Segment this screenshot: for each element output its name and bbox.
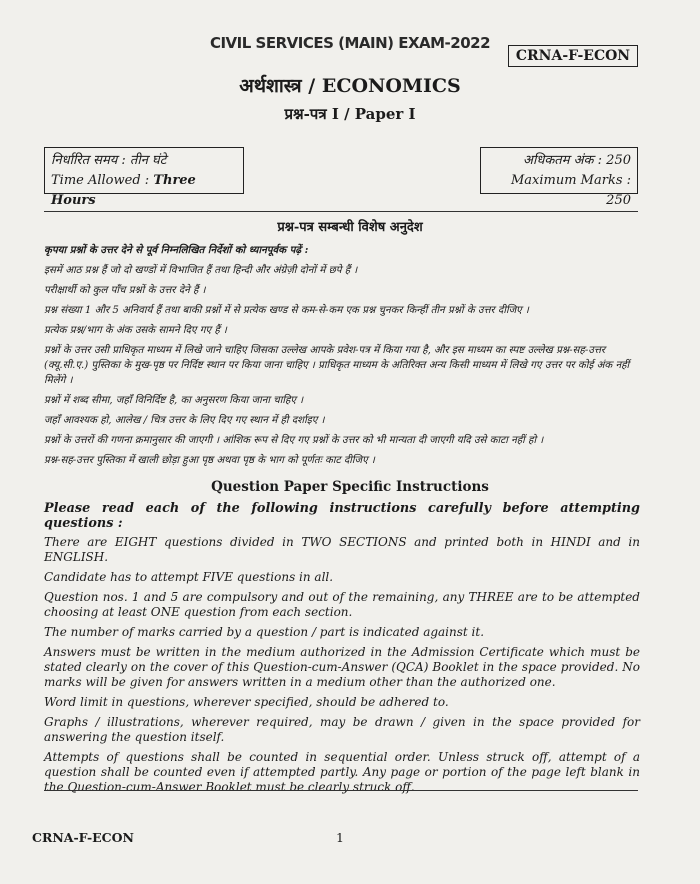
maximum-marks-box (480, 147, 638, 208)
english-instruction: Question nos. 1 and 5 are compulsory and out of the remaining, any THREE are to be attempted choosing at least ONE question from each section. (44, 590, 640, 619)
english-instructions (44, 501, 640, 800)
subject-title: अर्थशास्त्र / ECONOMICS (239, 75, 461, 97)
time-allowed-value: Three Hours (51, 173, 196, 208)
hindi-instruction: प्रश्नों के उत्तरों की गणना क्रमानुसार की जाएगी । आंशिक रूप से दिए गए प्रश्नों के उत्तर को भी मान्यता दी जाएगी यदि उसे काटा नहीं हो । (44, 435, 544, 446)
maximum-marks-hindi: अधिकतम अंक : 250 (523, 153, 631, 168)
english-instruction: Word limit in questions, wherever specified, should be adhered to. (44, 695, 449, 709)
english-instruction: There are EIGHT questions divided in TWO SECTIONS and printed both in HINDI and in ENGLISH. (44, 535, 640, 564)
paper-name: प्रश्न-पत्र I / Paper I (284, 105, 416, 123)
hindi-instruction: प्रश्न संख्या 1 और 5 अनिवार्य हैं तथा बाकी प्रश्नों में से प्रत्येक खण्ड से कम-से-कम एक प्रश्न चुनकर किन्हीं तीन प्रश्नों के उत्तर दीजिए । (44, 305, 529, 316)
hindi-instructions (44, 243, 642, 473)
time-allowed-box (44, 147, 244, 208)
hindi-instruction: जहाँ आवश्यक हो, आलेख / चित्र उत्तर के लिए दिए गए स्थान में ही दर्शाइए । (44, 415, 325, 426)
english-instructions-heading: Question Paper Specific Instructions (211, 479, 489, 495)
hindi-instruction: प्रत्येक प्रश्न/भाग के अंक उसके सामने दिए गए हैं । (44, 325, 227, 336)
exam-title: CIVIL SERVICES (MAIN) EXAM-2022 (209, 34, 491, 52)
maximum-marks-english: Maximum Marks : 250 (510, 173, 631, 208)
paper-code-badge: CRNA-F-ECON (508, 45, 638, 67)
hindi-instruction: इसमें आठ प्रश्न हैं जो दो खण्डों में विभाजित हैं तथा हिन्दी और अंग्रेज़ी दोनों में छपे हैं । (44, 265, 358, 276)
hindi-instruction: कृपया प्रश्नों के उत्तर देने से पूर्व निम्नलिखित निर्देशों को ध्यानपूर्वक पढ़ें : (44, 244, 309, 256)
time-allowed-hindi: निर्धारित समय : तीन घंटे (51, 153, 167, 168)
hindi-instructions-heading: प्रश्न-पत्र सम्बन्धी विशेष अनुदेश (277, 220, 423, 235)
english-instruction: Candidate has to attempt FIVE questions in all. (44, 570, 334, 584)
english-instruction: The number of marks carried by a question / part is indicated against it. (44, 625, 485, 639)
english-instruction: Answers must be written in the medium authorized in the Admission Certificate which must be stated clearly on the cover of this Question-cum-Answer (QCA) Booklet in the space provided. No marks will be given for answers written in a medium other than the authorized one. (44, 645, 640, 689)
hindi-instruction: प्रश्न-सह-उत्तर पुस्तिका में खाली छोड़ा हुआ पृष्ठ अथवा पृष्ठ के भाग को पूर्णतः काट दीजिए । (44, 455, 375, 466)
hindi-instruction: परीक्षार्थी को कुल पाँच प्रश्नों के उत्तर देने हैं । (44, 285, 206, 296)
hindi-instruction: प्रश्नों में शब्द सीमा, जहाँ विनिर्दिष्ट है, का अनुसरण किया जाना चाहिए । (44, 395, 304, 406)
english-instruction: Attempts of questions shall be counted in sequential order. Unless struck off, attempt of a question shall be counted even if attempted partly. Any page or portion of the page left blank in the Question-cum-Answer Booklet must be clearly struck off. (44, 750, 640, 794)
time-allowed-english (51, 171, 237, 211)
top-divider (44, 211, 638, 212)
english-instruction: Graphs / illustrations, wherever required, may be drawn / given in the space provided for answering the question itself. (44, 715, 640, 744)
time-allowed-label: Time Allowed : (51, 173, 154, 188)
bottom-divider (44, 790, 638, 791)
page-number: 1 (336, 830, 344, 845)
footer-paper-code: CRNA-F-ECON (32, 830, 134, 845)
english-instructions-lead: Please read each of the following instructions carefully before attempting questions : (44, 501, 640, 531)
hindi-instruction: प्रश्नों के उत्तर उसी प्राधिकृत माध्यम में लिखे जाने चाहिए जिसका उल्लेख आपके प्रवेश-पत्र में किया गया है, और इस माध्यम का स्पष्ट उल्लेख प्रश्न-सह-उत्तर (क्यू.सी.ए.) पुस्तिका के मुख-पृष्ठ पर निर्दिष्ट स्थान पर किया जाना चाहिए । प्राधिकृत माध्यम के अतिरिक्त अन्य किसी माध्यम में लिखे गए उत्तर पर कोई अंक नहीं मिलेंगे । (44, 345, 630, 386)
